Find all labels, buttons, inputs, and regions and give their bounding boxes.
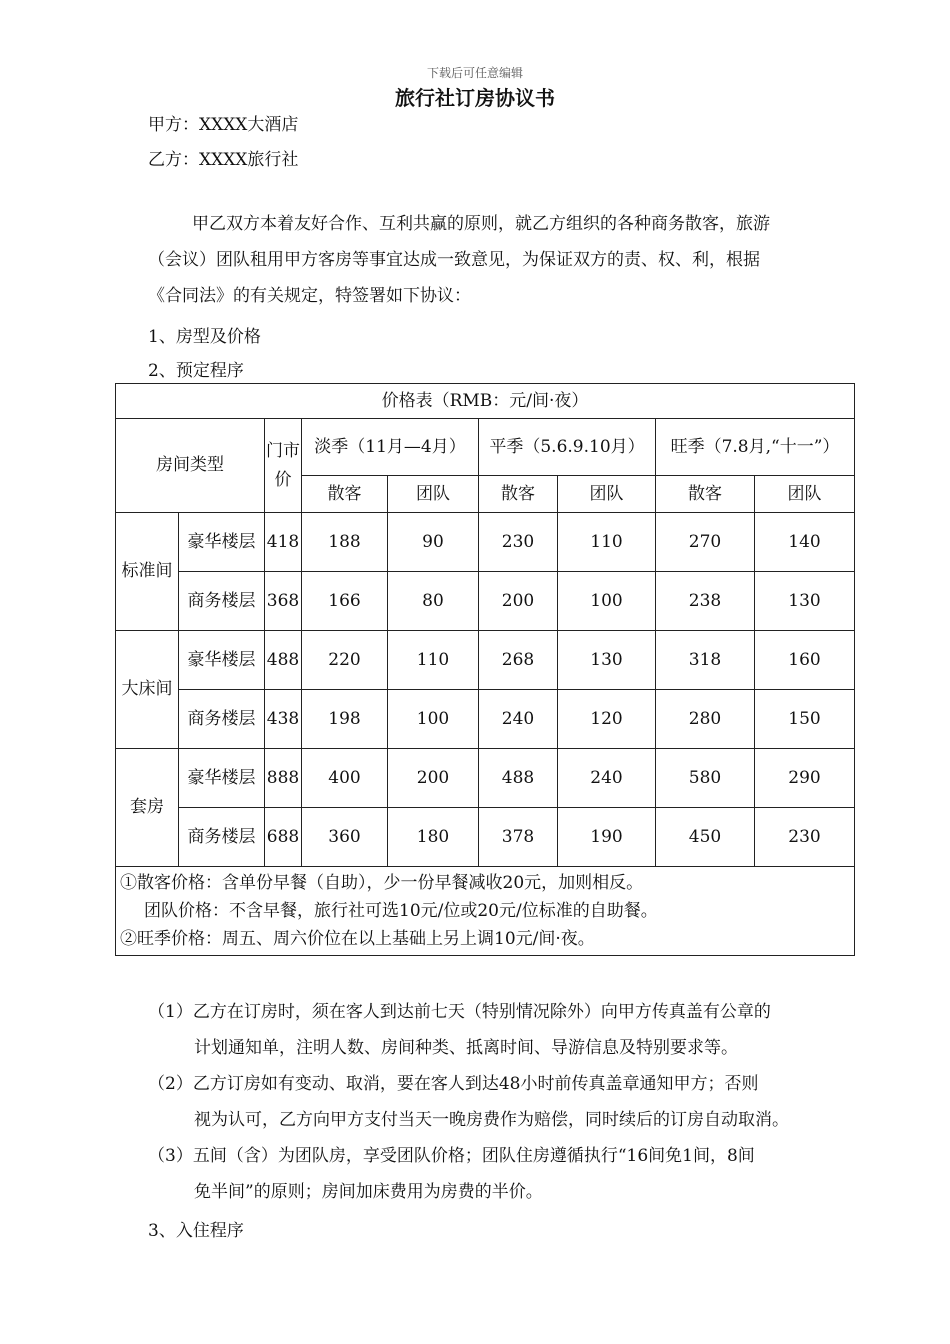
rule-2-line-2: 视为认可，乙方向甲方支付当天一晚房费作为赔偿，同时续后的订房自动取消。 — [194, 1110, 789, 1130]
note-individual: ①散客价格：含单份早餐（自助），少一份早餐减收20元，加则相反。 — [120, 873, 644, 893]
price-cell: 130 — [558, 631, 656, 690]
price-cell: 110 — [558, 513, 656, 572]
price-cell: 360 — [302, 808, 388, 867]
section-2-heading: 2、预定程序 — [148, 361, 244, 381]
rule-1-line-2: 计划通知单，注明人数、房间种类、抵离时间、导游信息及特别要求等。 — [194, 1038, 738, 1058]
floor-label: 豪华楼层 — [179, 631, 265, 690]
price-cell: 198 — [302, 690, 388, 749]
price-cell: 120 — [558, 690, 656, 749]
price-cell: 100 — [558, 572, 656, 631]
note-group: 团队价格：不含早餐，旅行社可选10元/位或20元/位标准的自助餐。 — [144, 901, 658, 921]
floor-label: 豪华楼层 — [179, 749, 265, 808]
category-suite: 套房 — [116, 749, 179, 867]
watermark: 下载后可任意编辑 — [426, 66, 523, 80]
rack-rate-cell: 438 — [265, 690, 302, 749]
price-cell: 290 — [755, 749, 855, 808]
price-cell: 130 — [755, 572, 855, 631]
party-b: 乙方：XXXX旅行社 — [148, 150, 299, 170]
price-cell: 110 — [388, 631, 479, 690]
peak-group-header: 团队 — [755, 476, 855, 513]
category-standard: 标准间 — [116, 513, 179, 631]
rack-rate-cell: 688 — [265, 808, 302, 867]
price-cell: 220 — [302, 631, 388, 690]
mid-group-header: 团队 — [558, 476, 656, 513]
table-row — [116, 749, 855, 808]
price-table — [115, 383, 855, 956]
section-3-heading: 3、入住程序 — [148, 1221, 244, 1241]
rack-rate-cell: 368 — [265, 572, 302, 631]
price-cell: 280 — [656, 690, 755, 749]
table-row — [116, 513, 855, 572]
price-cell: 140 — [755, 513, 855, 572]
price-cell: 270 — [656, 513, 755, 572]
table-row — [116, 808, 855, 867]
price-cell: 90 — [388, 513, 479, 572]
price-cell: 160 — [755, 631, 855, 690]
low-group-header: 团队 — [388, 476, 479, 513]
party-a: 甲方：XXXX大酒店 — [148, 115, 299, 135]
intro-line-3: 《合同法》的有关规定，特签署如下协议： — [148, 286, 471, 306]
section-1-heading: 1、房型及价格 — [148, 327, 261, 347]
low-season-header: 淡季（11月—4月） — [302, 419, 479, 476]
category-king: 大床间 — [116, 631, 179, 749]
price-cell: 200 — [388, 749, 479, 808]
price-cell: 190 — [558, 808, 656, 867]
price-cell: 188 — [302, 513, 388, 572]
price-cell: 100 — [388, 690, 479, 749]
rule-3-line-1: （3）五间（含）为团队房，享受团队价格；团队住房遵循执行“16间免1间，8间 — [148, 1146, 755, 1166]
price-cell: 488 — [479, 749, 558, 808]
rule-2-line-1: （2）乙方订房如有变动、取消，要在客人到达48小时前传真盖章通知甲方；否则 — [148, 1074, 759, 1094]
table-caption: 价格表（RMB：元/间·夜） — [116, 384, 855, 419]
document-title: 旅行社订房协议书 — [395, 86, 555, 110]
price-cell: 378 — [479, 808, 558, 867]
floor-label: 商务楼层 — [179, 690, 265, 749]
table-row — [116, 690, 855, 749]
price-cell: 230 — [479, 513, 558, 572]
price-cell: 230 — [755, 808, 855, 867]
intro-line-2: （会议）团队租用甲方客房等事宜达成一致意见，为保证双方的责、权、利，根据 — [148, 250, 760, 270]
rack-rate-cell: 488 — [265, 631, 302, 690]
low-individual-header: 散客 — [302, 476, 388, 513]
price-cell: 268 — [479, 631, 558, 690]
table-row — [116, 631, 855, 690]
rule-1-line-1: （1）乙方在订房时，须在客人到达前七天（特别情况除外）向甲方传真盖有公章的 — [148, 1002, 771, 1022]
price-cell: 450 — [656, 808, 755, 867]
intro-line-1: 甲乙双方本着友好合作、互利共赢的原则，就乙方组织的各种商务散客，旅游 — [192, 214, 770, 234]
rule-3-line-2: 免半间”的原则；房间加床费用为房费的半价。 — [194, 1182, 543, 1202]
rack-rate-header: 门市价 — [265, 419, 302, 513]
price-cell: 166 — [302, 572, 388, 631]
price-cell: 240 — [558, 749, 656, 808]
price-cell: 150 — [755, 690, 855, 749]
rack-rate-cell: 888 — [265, 749, 302, 808]
peak-season-header: 旺季（7.8月,“十一”） — [656, 419, 855, 476]
rack-rate-cell: 418 — [265, 513, 302, 572]
floor-label: 豪华楼层 — [179, 513, 265, 572]
price-cell: 240 — [479, 690, 558, 749]
mid-season-header: 平季（5.6.9.10月） — [479, 419, 656, 476]
price-cell: 80 — [388, 572, 479, 631]
price-cell: 318 — [656, 631, 755, 690]
price-cell: 580 — [656, 749, 755, 808]
peak-individual-header: 散客 — [656, 476, 755, 513]
booking-rules — [148, 994, 858, 1210]
intro-paragraph — [148, 206, 858, 314]
note-peak: ②旺季价格：周五、周六价位在以上基础上另上调10元/间·夜。 — [120, 929, 595, 949]
table-notes — [116, 867, 855, 956]
price-cell: 238 — [656, 572, 755, 631]
price-cell: 180 — [388, 808, 479, 867]
mid-individual-header: 散客 — [479, 476, 558, 513]
room-type-header: 房间类型 — [116, 419, 265, 513]
price-cell: 400 — [302, 749, 388, 808]
table-row — [116, 572, 855, 631]
price-cell: 200 — [479, 572, 558, 631]
floor-label: 商务楼层 — [179, 808, 265, 867]
floor-label: 商务楼层 — [179, 572, 265, 631]
